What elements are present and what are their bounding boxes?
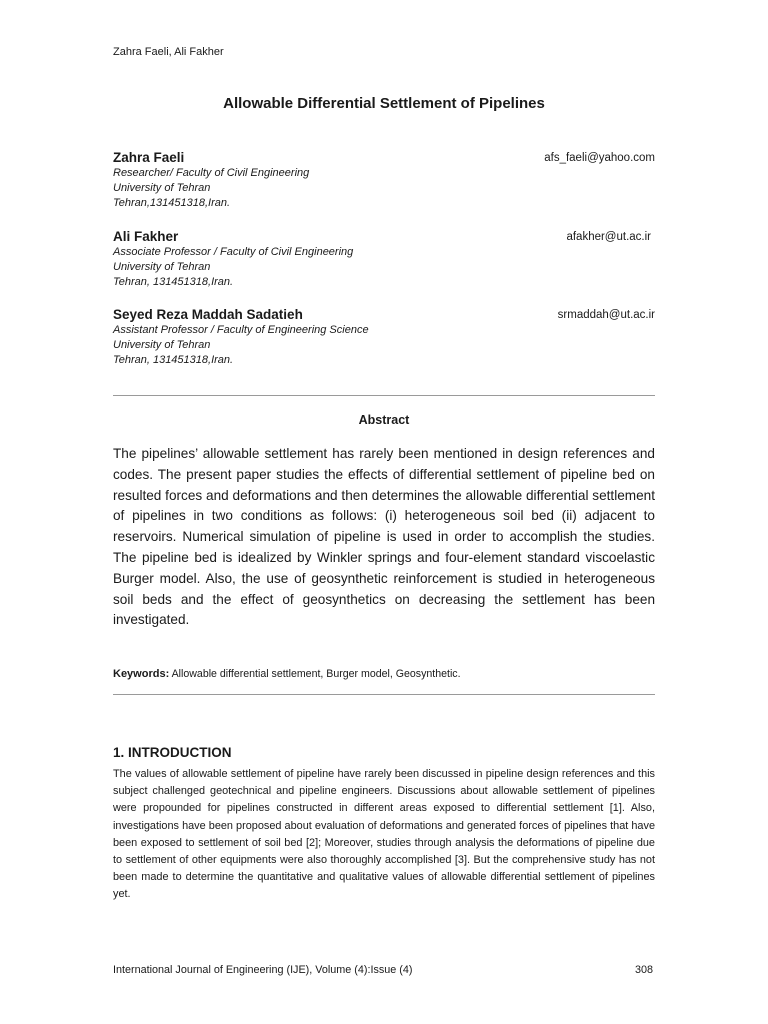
author-name: Seyed Reza Maddah Sadatieh	[113, 307, 303, 322]
divider-top	[113, 395, 655, 396]
author-block-1	[113, 150, 655, 212]
author-email[interactable]: afakher@ut.ac.ir	[566, 231, 651, 243]
paper-title: Allowable Differential Settlement of Pipelines	[223, 95, 545, 112]
abstract-heading: Abstract	[358, 413, 410, 427]
keywords-text: Allowable differential settlement, Burger model, Geosynthetic.	[171, 668, 461, 680]
introduction-body: The values of allowable settlement of pipeline have rarely been discussed in pipeline design references and this subject challenged geotechnical and pipeline engineers. Discussions about allowable settlement of pipelines were propounded for pipelines constructed in different areas exposed to differential settlement [1]. Also, investigations have been proposed about evaluation of deformations and generated forces of pipelines that have been exposed to settlement of soil bed [2]; Moreover, studies through analysis the deformations of pipeline due to settlement of other equipments were also thoroughly accomplished [3]. But the comprehensive study has not been made to determine the quantitative and qualitative values of allowable differential settlement of pipelines yet.	[113, 768, 655, 901]
author-affiliation-line: Tehran, 131451318,Iran.	[113, 354, 234, 367]
author-block-2	[113, 229, 655, 291]
author-affiliation-line: Researcher/ Faculty of Civil Engineering	[113, 167, 310, 179]
page-number: 308	[634, 964, 653, 976]
keywords-line	[113, 668, 655, 680]
author-affiliation-line: Associate Professor / Faculty of Civil Engineering	[113, 246, 354, 258]
author-affiliation-line: University of Tehran	[113, 261, 211, 274]
author-email[interactable]: afs_faeli@yahoo.com	[544, 152, 655, 164]
keywords-label: Keywords:	[113, 668, 170, 680]
abstract-body: The pipelines’ allowable settlement has rarely been mentioned in design references and codes. The present paper studies the effects of differential settlement of pipeline bed on resulted forces and deformations and then determines the allowable differential settlement of pipelines in two conditions as follows: (i) heterogeneous soil bed (ii) adjacent to reservoirs. Numerical simulation of pipeline is used in order to accomplish the studies. The pipeline bed is idealized by Winkler springs and four-element standard viscoelastic Burger model. Also, the use of geosynthetic reinforcement is studied in heterogeneous soil beds and the effect of geosynthetics on decreasing the settlement has been investigated.	[113, 446, 655, 628]
author-block-3	[113, 307, 655, 369]
author-affiliation-line: University of Tehran	[113, 339, 211, 352]
author-email[interactable]: srmaddah@ut.ac.ir	[557, 309, 655, 321]
author-affiliation-line: University of Tehran	[113, 182, 211, 195]
author-affiliation-line: Tehran,131451318,Iran.	[113, 197, 231, 210]
author-name: Ali Fakher	[113, 229, 179, 244]
footer-journal: International Journal of Engineering (IJE), Volume (4):Issue (4)	[113, 964, 413, 976]
author-affiliation-line: Assistant Professor / Faculty of Engineering Science	[113, 324, 369, 336]
running-head: Zahra Faeli, Ali Fakher	[113, 46, 224, 58]
section-heading-introduction: 1. INTRODUCTION	[113, 745, 232, 760]
author-name: Zahra Faeli	[113, 150, 185, 165]
divider-bottom	[113, 694, 655, 695]
author-affiliation-line: Tehran, 131451318,Iran.	[113, 276, 234, 289]
